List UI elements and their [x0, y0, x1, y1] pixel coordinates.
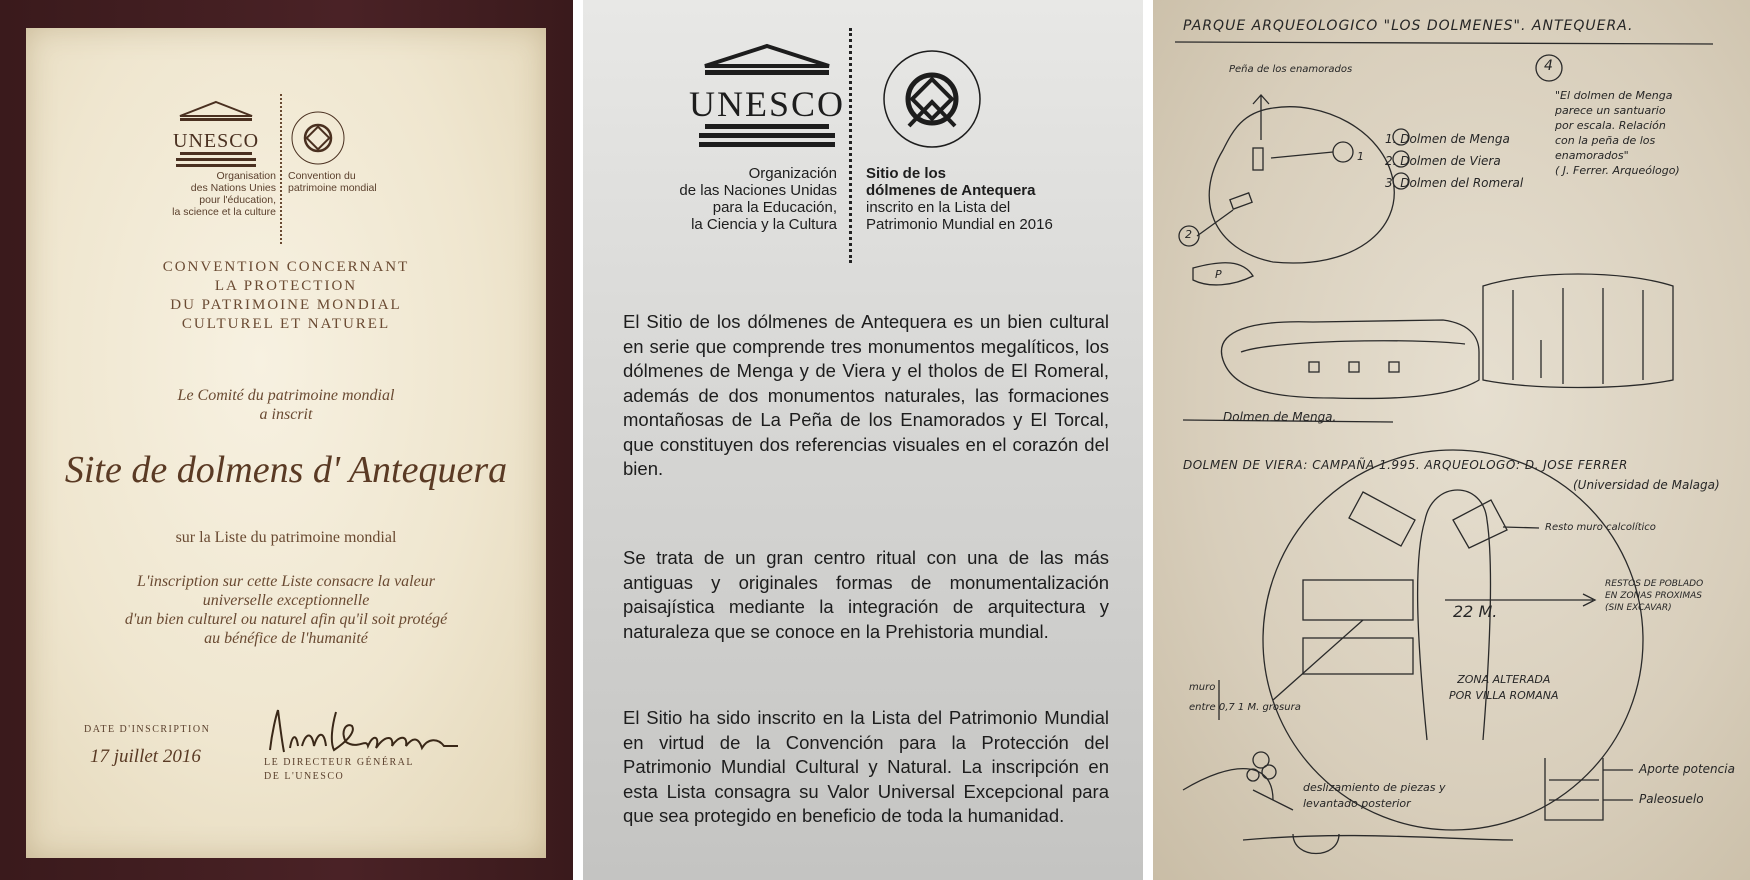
committee-line: a inscrit	[259, 406, 313, 423]
site-name: Site de dolmens d' Antequera	[64, 449, 508, 491]
conv-line: Convention du	[288, 170, 356, 182]
date-label: DATE D'INSCRIPTION	[84, 724, 211, 735]
director-line: DE L'UNESCO	[264, 771, 345, 782]
heading-line: CONVENTION CONCERNANT	[162, 259, 410, 275]
muro-note	[1189, 678, 1301, 718]
org-line: Organización	[748, 165, 837, 182]
sketch-title: PARQUE ARQUEOLOGICO "LOS DOLMENES". ANTEQUERA.	[1183, 18, 1634, 34]
heading-line: CULTUREL ET NATUREL	[181, 316, 391, 332]
resto-muro-label: Resto muro calcolítico	[1545, 522, 1656, 533]
poblado-line: RESTOS DE POBLADO	[1605, 579, 1704, 589]
circle-number-4: 4	[1544, 58, 1553, 74]
unesco-temple-logo	[172, 100, 260, 170]
zona-line: ZONA ALTERADA	[1457, 673, 1551, 686]
map-mark-1: 1	[1357, 150, 1364, 163]
distance-label: 22 M.	[1453, 602, 1498, 621]
statement-line: au bénéfice de l'humanité	[204, 630, 368, 647]
certificate-frame	[0, 0, 573, 880]
heading-line: LA PROTECTION	[214, 278, 358, 294]
org-line: des Nations Unies	[190, 182, 276, 194]
list-line: sur la Liste du patrimoine mondial	[175, 529, 397, 546]
statement-line: d'un bien culturel ou naturel afin qu'il soit protégé	[124, 611, 448, 628]
sketch-page	[1153, 0, 1750, 880]
site-title-line: dólmenes de Antequera	[866, 182, 1036, 199]
org-line: de las Naciones Unidas	[679, 182, 837, 199]
org-line: la science et la culture	[172, 206, 276, 218]
poblado-line: EN ZONAS PROXIMAS	[1605, 591, 1702, 601]
legend-line: 1. Dolmen de Menga	[1385, 132, 1510, 146]
dolmen-legend	[1385, 128, 1523, 194]
ferrer-quote	[1555, 88, 1680, 178]
logo-text: UNESCO	[172, 130, 260, 152]
poblado-note	[1605, 578, 1703, 614]
legend-line: 3. Dolmen del Romeral	[1385, 176, 1524, 190]
quote-line: parece un santuario	[1555, 104, 1666, 117]
logo-text: UNESCO	[688, 84, 846, 124]
university-label: (Universidad de Malaga)	[1573, 478, 1720, 492]
committee-line: Le Comité du patrimoine mondial	[177, 387, 395, 404]
convention-heading	[26, 258, 546, 334]
zona-line: POR VILLA ROMANA	[1449, 689, 1559, 702]
site-sub-line: inscrito en la Lista del	[866, 199, 1011, 216]
director-title	[264, 756, 414, 784]
quote-line: por escala. Relación	[1555, 119, 1666, 132]
conv-line: patrimoine mondial	[288, 182, 377, 194]
organizacion-lines	[623, 165, 837, 233]
paragraph-1: El Sitio de los dólmenes de Antequera es un bien cultural en serie que comprende tres monumentos megalíticos, los dólmenes de Menga y de Viera y el tholos de El Romeral, además de dos monumentos naturales, las formaciones montañosas de La Peña de los Enamorados y El Torcal, que constituyen dos referencias visuales en el corazón del bien.	[623, 311, 1109, 479]
legend-line: 2. Dolmen de Viera	[1385, 154, 1501, 168]
org-line: la Ciencia y la Cultura	[691, 216, 837, 233]
statement-line: universelle exceptionnelle	[202, 592, 370, 609]
world-heritage-emblem-icon	[288, 108, 348, 168]
paragraph-3: El Sitio ha sido inscrito en la Lista del Patrimonio Mundial en virtud de la Convención para la Protección del Patrimonio Mundial Cultural y Natural. La inscripción en esta Lista consagra su Valor Universal Excepcional para que sea protegido en beneficio de toda la humanidad.	[623, 707, 1109, 826]
logo-divider	[849, 28, 852, 263]
site-sub-line: Patrimonio Mundial en 2016	[866, 216, 1053, 233]
zona-alterada-note	[1449, 672, 1559, 704]
quote-line: con la peña de los	[1555, 134, 1656, 147]
org-line: Organisation	[216, 170, 276, 182]
committee-text	[26, 386, 546, 424]
aporte-label: Aporte potencia	[1639, 762, 1735, 776]
desliz-line: levantado posterior	[1303, 797, 1411, 810]
org-line: para la Educación,	[712, 199, 837, 216]
paleosuelo-label: Paleosuelo	[1639, 792, 1704, 806]
menga-label: Dolmen de Menga.	[1223, 410, 1337, 424]
director-line: LE DIRECTEUR GÉNÉRAL	[264, 757, 414, 768]
logo-divider	[280, 94, 282, 244]
quote-line: enamorados"	[1555, 149, 1629, 162]
site-title-line: Sitio de los	[866, 165, 947, 182]
site-inscription	[866, 165, 1126, 233]
statement-line: L'inscription sur cette Liste consacre la valeur	[137, 573, 435, 590]
muro-line: muro	[1189, 682, 1216, 693]
viera-heading: DOLMEN DE VIERA: CAMPAÑA 1.995. ARQUEOLOGO: D. JOSE FERRER	[1183, 458, 1628, 472]
pena-label: Peña de los enamorados	[1229, 64, 1353, 75]
desliz-line: deslizamiento de piezas y	[1303, 781, 1446, 794]
world-heritage-emblem-icon	[879, 46, 985, 152]
heading-line: DU PATRIMOINE MONDIAL	[170, 297, 402, 313]
certificate	[26, 28, 546, 858]
information-plaque	[583, 0, 1143, 880]
map-mark-2: 2	[1185, 228, 1192, 241]
quote-line: "El dolmen de Menga	[1555, 89, 1673, 102]
poblado-line: (SIN EXCAVAR)	[1605, 603, 1672, 613]
statement	[26, 572, 546, 648]
deslizamiento-note	[1303, 780, 1445, 812]
convention-lines	[288, 170, 428, 194]
org-line: pour l'éducation,	[199, 194, 276, 206]
map-mark-p: P	[1215, 268, 1222, 281]
organisation-lines	[122, 170, 276, 218]
unesco-temple-logo	[688, 44, 846, 148]
date-value: 17 juillet 2016	[90, 746, 201, 767]
paragraph-2: Se trata de un gran centro ritual con una de las más antiguas y originales formas de monumentalización paisajística mediante la integración de arquitectura y naturaleza que se conoce en la Prehistoria mundial.	[623, 547, 1109, 642]
muro-line: entre 0,7 1 M. grosura	[1189, 702, 1301, 713]
quote-line: ( J. Ferrer. Arqueólogo)	[1555, 164, 1680, 177]
